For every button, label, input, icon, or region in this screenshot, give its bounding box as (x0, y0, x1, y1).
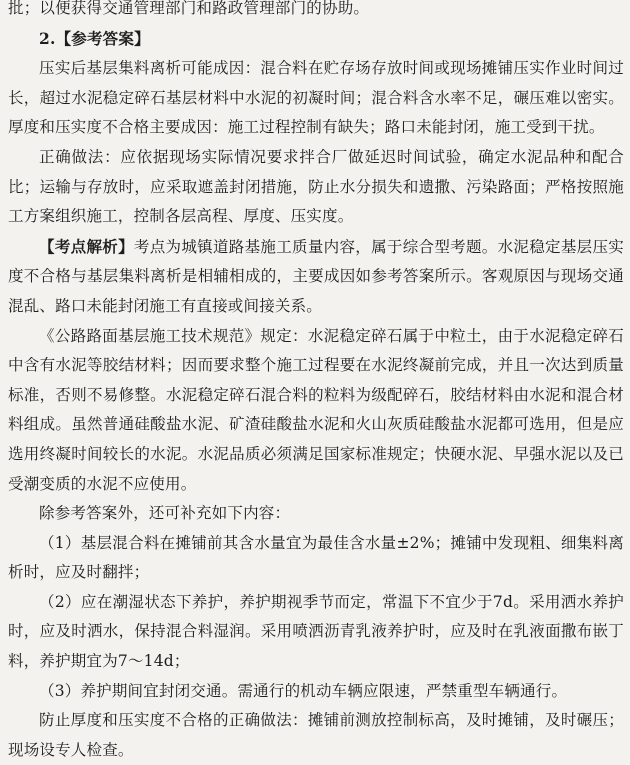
paragraph-continuation: 批；以便获得交通管理部门和路政管理部门的协助。 (8, 0, 370, 17)
paragraph-prevention: 防止厚度和压实度不合格的正确做法：摊铺前测放控制标高，及时摊铺，及时碾压；现场设专人检查。 (8, 711, 624, 759)
list-item-1: （1）基层混合料在摊铺前其含水量宜为最佳含水量±2%；摊铺中发现粗、细集料离析时，应及时翻拌； (8, 533, 624, 582)
list-item-2: （2）应在潮湿状态下养护，养护期视季节而定，常温下不宜少于7d。采用洒水养护时，应及时洒水，保持混合料湿润。采用喷洒沥青乳液养护时，应及时在乳液面撒布嵌丁料，养护期宜为7～14d； (8, 592, 624, 671)
list-item-3: （3）养护期间宜封闭交通。需通行的机动车辆应限速，严禁重型车辆通行。 (39, 681, 568, 700)
paragraph-analysis: 【考点解析】考点为城镇道路基施工质量内容，属于综合型考题。水泥稳定基层压实度不合格与基层集料离析是相辅相成的，主要成因如参考答案所示。客观原因与现场交通混乱、路口未能封闭施工有直接或间接关系。 (8, 236, 625, 315)
analysis-heading: 【考点解析】 (39, 236, 134, 256)
paragraph-causes: 压实后基层集料离析可能成因：混合料在贮存场存放时间或现场摊铺压实作业时间过长，超过水泥稳定碎石基层材料中水泥的初凝时间；混合料含水率不足，碾压难以密实。厚度和压实度不合格主要成因：施工过程控制有缺失；路口未能封闭，施工受到干扰。 (8, 59, 624, 137)
paragraph-supplement-intro: 除参考答案外，还可补充如下内容： (39, 504, 291, 523)
section-heading-answer: 2.【参考答案】 (39, 28, 150, 48)
paragraph-correct-practice: 正确做法：应依据现场实际情况要求拌合厂做延迟时间试验，确定水泥品种和配合比；运输与存放时，应采取遮盖封闭措施，防止水分损失和遗撒、污染路面；严格按照施工方案组织施工，控制各层高程、厚度、压实度。 (8, 147, 624, 226)
paragraph-specification: 《公路路面基层施工技术规范》规定：水泥稳定碎石属于中粒土，由于水泥稳定碎石中含有水泥等胶结材料；因而要求整个施工过程要在水泥终凝前完成，并且一次达到质量标准，否则不易修整。水泥稳定碎石混合料的粒料为级配碎石，胶结材料由水泥和混合材料组成。虽然普通硅酸盐水泥、矿渣硅酸盐水泥和火山灰质硅酸盐水泥都可选用，但是应选用终凝时间较长的水泥。水泥品质必须满足国家标准规定；快硬水泥、早强水泥以及已受潮变质的水泥不应使用。 (8, 326, 624, 493)
